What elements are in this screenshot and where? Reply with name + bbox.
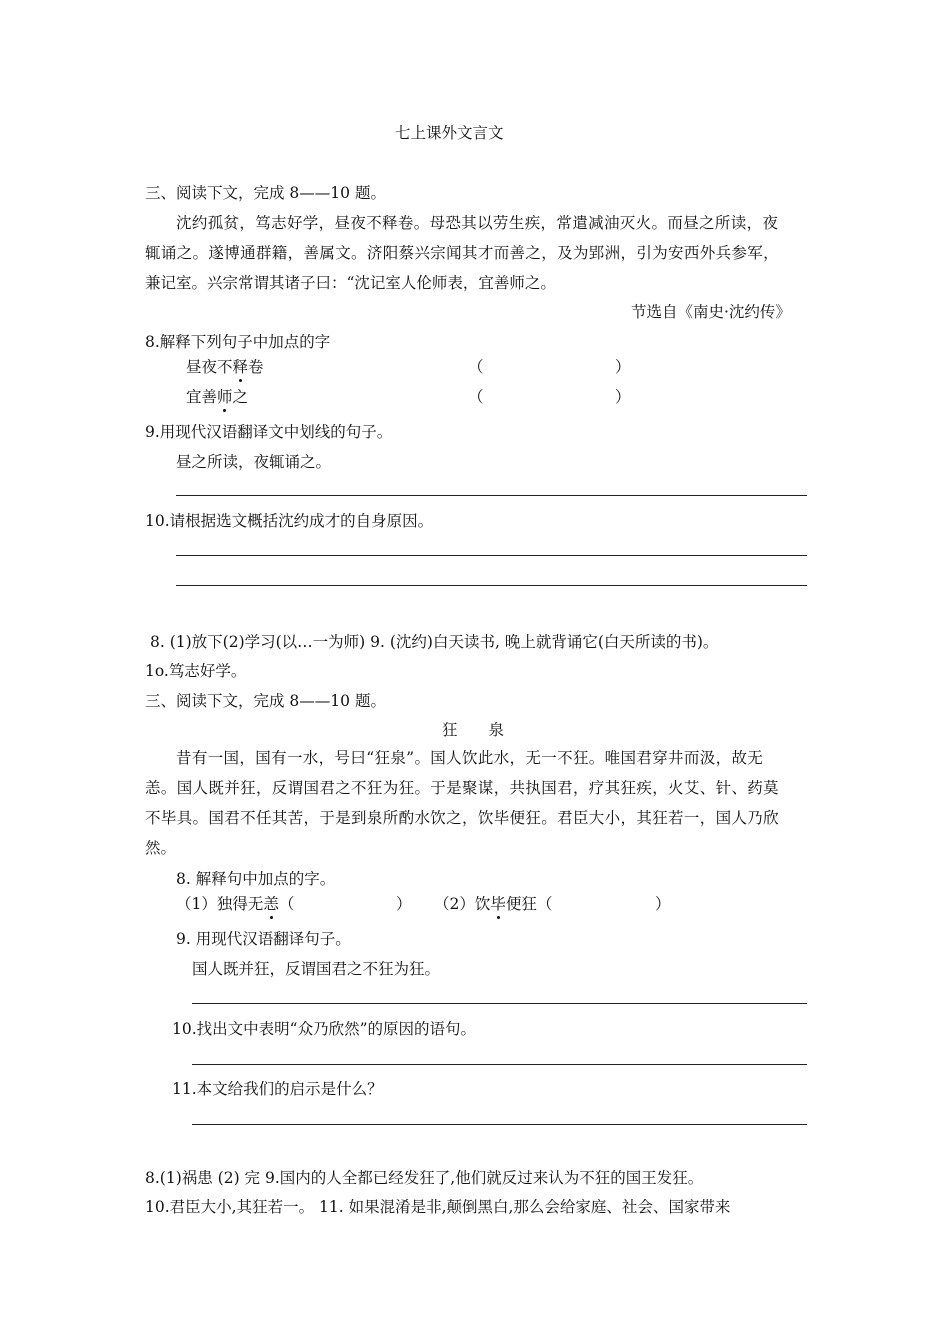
dotted-char: 恙 xyxy=(263,895,279,913)
answers2-line: 10.君臣大小,其狂若一。 11. 如果混淆是非,颠倒黑白,那么会给家庭、社会、国家带来 xyxy=(145,1198,731,1216)
answer-line[interactable] xyxy=(192,1124,807,1125)
answer-paren-close: ） xyxy=(396,895,412,913)
section1-passage-line: 兼记室。兴宗常谓其诸子曰：“沈记室人伦师表，宜善师之。 xyxy=(145,274,556,292)
answer-paren-open: （ xyxy=(468,358,484,376)
q8-item-2 xyxy=(186,387,248,407)
answer-line[interactable] xyxy=(176,555,807,556)
section2-instruction: 三、阅读下文，完成 8——10 题。 xyxy=(145,692,386,710)
section2-q8: 8. 解释句中加点的字。 xyxy=(176,870,336,888)
section2-q9: 9. 用现代汉语翻译句子。 xyxy=(176,930,351,948)
section1-q8: 8.解释下列句子中加点的字 xyxy=(145,333,331,351)
dotted-char: 释 xyxy=(232,358,249,376)
section1-q9: 9.用现代汉语翻译文中划线的句子。 xyxy=(145,423,393,441)
answer-line[interactable] xyxy=(192,1064,807,1065)
answers1-line: 1o.笃志好学。 xyxy=(145,662,247,680)
section2-q9-sentence: 国人既并狂，反谓国君之不狂为狂。 xyxy=(192,960,441,978)
q8-item-2-pre: 宜善 xyxy=(186,388,218,406)
section1-passage-line: 沈约孤贫，笃志好学，昼夜不释卷。母恐其以劳生疾，常遣减油灭火。而昼之所读，夜 xyxy=(176,214,779,232)
q8-part-2-post: 便狂（ xyxy=(505,895,553,913)
section2-passage-line: 不毕具。国君不任其苦，于是到泉所酌水饮之，饮毕便狂。君臣大小，其狂若一，国人乃欣 xyxy=(145,809,780,827)
section2-q11: 11.本文给我们的启示是什么？ xyxy=(172,1080,383,1098)
dotted-char: 毕 xyxy=(490,895,506,913)
section1-passage-line: 辄诵之。遂博通群籍，善属文。济阳蔡兴宗闻其才而善之，及为郢洲，引为安西外兵参军， xyxy=(145,244,780,262)
dotted-char: 师 xyxy=(217,388,233,406)
answer-paren-close: ） xyxy=(615,358,631,376)
q8-item-1 xyxy=(186,357,264,377)
answer-paren-open: （ xyxy=(468,388,484,406)
answer-line[interactable] xyxy=(176,585,807,586)
q8-part-2 xyxy=(434,894,552,914)
section1-source: 节选自《南史·沈约传》 xyxy=(631,303,791,321)
section2-q10: 10.找出文中表明“众乃欣然”的原因的语句。 xyxy=(172,1020,476,1038)
section2-passage-line: 然。 xyxy=(145,839,177,857)
q8-part-1-pre: （1）独得无 xyxy=(176,895,264,913)
q8-item-1-post: 卷 xyxy=(248,358,264,376)
answer-line[interactable] xyxy=(176,495,807,496)
answer-line[interactable] xyxy=(192,1003,807,1004)
section2-title: 狂 泉 xyxy=(442,721,505,739)
q8-item-2-post: 之 xyxy=(232,388,249,406)
section2-passage-line: 昔有一国，国有一水，号曰“狂泉”。国人饮此水，无一不狂。唯国君穿井而汲，故无 xyxy=(176,749,764,767)
page-title: 七上课外文言文 xyxy=(395,124,504,142)
section1-q10: 10.请根据选文概括沈约成才的自身原因。 xyxy=(145,512,434,530)
q8-item-1-pre: 昼夜不 xyxy=(186,358,233,376)
answer-paren-close: ） xyxy=(615,388,631,406)
section1-instruction: 三、阅读下文，完成 8——10 题。 xyxy=(145,184,386,202)
answers1-line: 8. (1)放下(2)学习(以…一为师) 9. (沈约)白天读书, 晚上就背诵它(白天所读的书)。 xyxy=(150,633,719,651)
q8-part-1-post: （ xyxy=(278,895,295,913)
section2-passage-line: 恙。国人既并狂，反谓国君之不狂为狂。于是聚谋，共执国君，疗其狂疾，火艾、针、药莫 xyxy=(145,779,780,797)
answer-paren-close: ） xyxy=(655,895,671,913)
q8-part-1 xyxy=(176,894,294,914)
section1-q9-sentence: 昼之所读，夜辄诵之。 xyxy=(176,453,332,471)
q8-part-2-pre: （2）饮 xyxy=(434,895,491,913)
answers2-line: 8.(1)祸患 (2) 完 9.国内的人全都已经发狂了,他们就反过来认为不狂的国王发狂。 xyxy=(145,1169,704,1187)
